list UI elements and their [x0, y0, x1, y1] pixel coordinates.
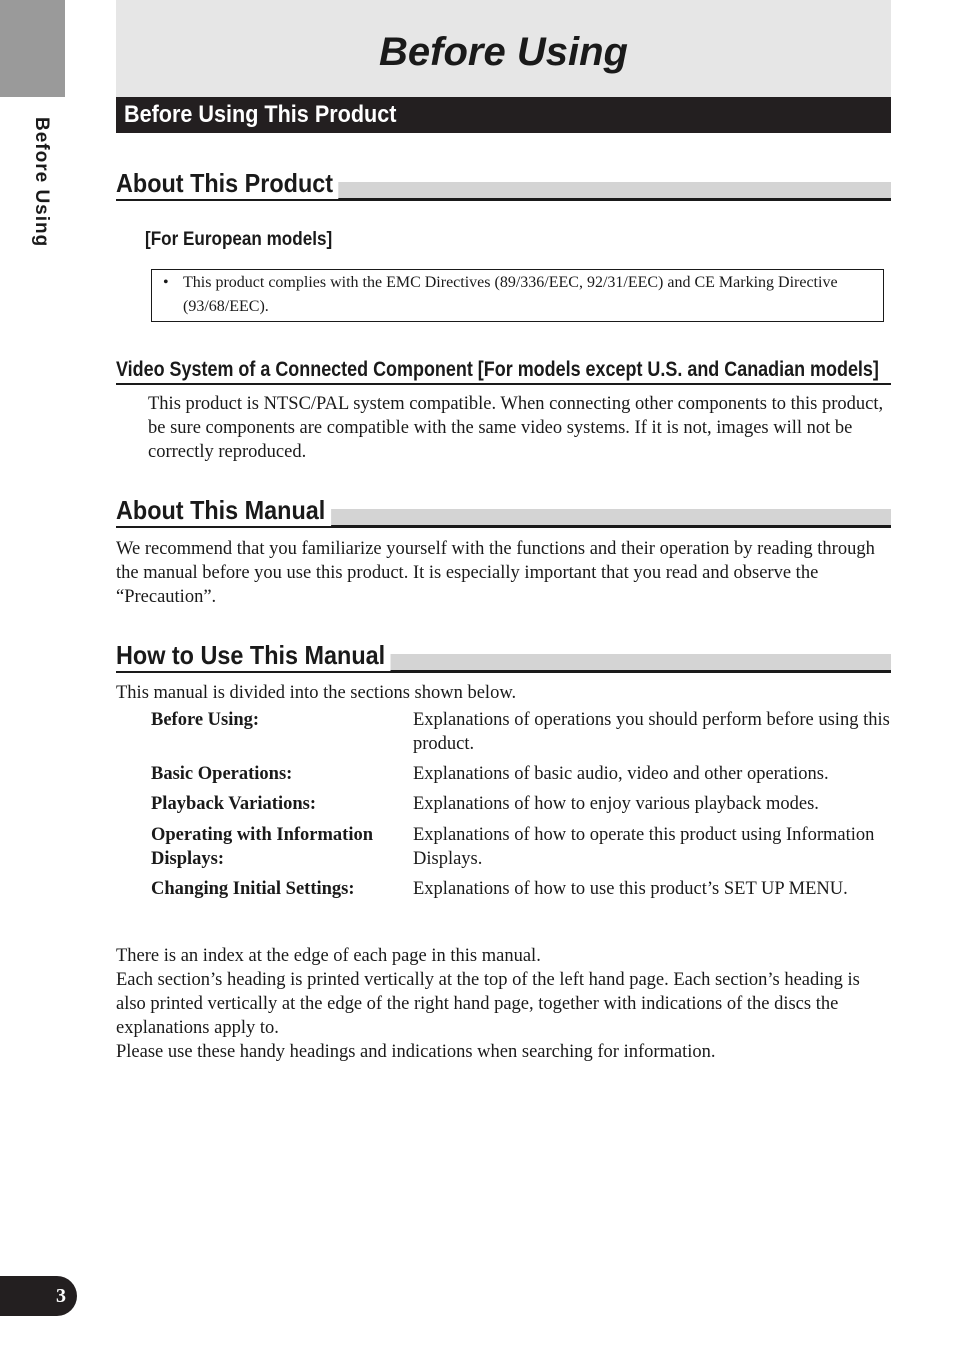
video-system-paragraph: This product is NTSC/PAL system compatible. When connecting other components to this product, be sure components are compatible with the same video systems. If it is not, images will not be correctly reproduced. [148, 394, 884, 462]
side-index-label: Before Using [31, 117, 52, 248]
section-desc: Explanations of how to use this product’s SET UP MENU. [413, 879, 848, 899]
emc-note-text: This product complies with the EMC Directives (89/336/EEC, 92/31/EEC) and CE Marking Directive (93/68/EEC). [183, 274, 838, 315]
heading-about-manual [116, 494, 891, 530]
index-paragraph: There is an index at the edge of each page in this manual. [116, 946, 541, 966]
section-title-bar [116, 97, 891, 133]
section-term: Before Using: [151, 710, 260, 730]
about-manual-paragraph: We recommend that you familiarize yourself with the functions and their operation by reading through the manual before you use this product. It is especially important that you read and observe the “Precaution”. [116, 539, 875, 607]
heading-how-to-use [116, 639, 891, 675]
section-term: Operating with Information Displays: [151, 825, 373, 869]
subheading-european-models: [For European models] [145, 229, 333, 250]
heading-about-product [116, 167, 891, 203]
section-desc: Explanations of operations you should perform before using this product. [413, 710, 890, 754]
heading-paragraph: Each section’s heading is printed vertically at the top of the left hand page. Each section’s heading is also printed vertically at the edge of the right hand page, together with indications of the discs the explanations apply to. [116, 970, 860, 1038]
heading-about-manual-text: About This Manual [116, 494, 331, 526]
search-paragraph: Please use these handy headings and indications when searching for information. [116, 1042, 716, 1062]
page-number: 3 [56, 1285, 66, 1307]
section-term: Changing Initial Settings: [151, 879, 355, 899]
page-number-tab [0, 1276, 77, 1316]
page-title: Before Using [379, 30, 628, 74]
section-term: Playback Variations: [151, 794, 316, 814]
how-to-use-intro: This manual is divided into the sections shown below. [116, 683, 517, 703]
section-term: Basic Operations: [151, 764, 293, 784]
heading-video-system [116, 356, 891, 385]
section-desc: Explanations of how to enjoy various playback modes. [413, 794, 819, 814]
heading-about-product-text: About This Product [116, 167, 338, 199]
section-desc: Explanations of how to operate this product using Information Displays. [413, 825, 875, 869]
heading-video-system-text: Video System of a Connected Component [For models except U.S. and Canadian models] [116, 358, 879, 381]
bullet-icon: • [163, 274, 169, 291]
side-index-tab [0, 0, 65, 97]
heading-how-to-use-text: How to Use This Manual [116, 639, 391, 671]
emc-note-box [151, 269, 884, 322]
section-desc: Explanations of basic audio, video and other operations. [413, 764, 829, 784]
section-title: Before Using This Product [124, 101, 397, 128]
